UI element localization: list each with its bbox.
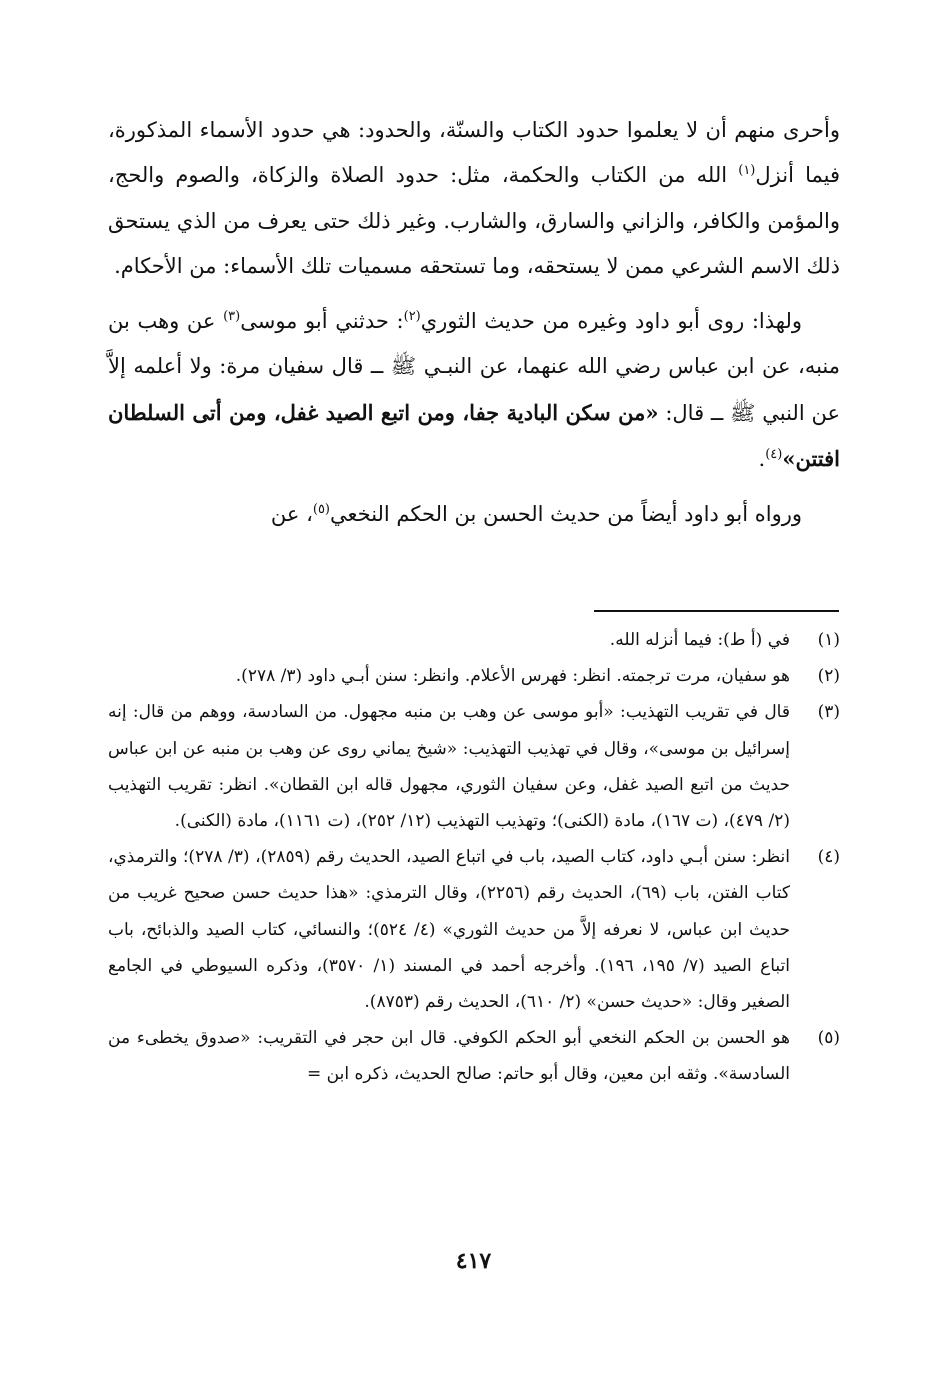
- footnote-text: هو الحسن بن الحكم النخعي أبو الحكم الكوفي. قال ابن حجر في التقريب: «صدوق يخطىء من السادسة». وثقه ابن معين، وقال أبو حاتم: صالح الحديث، ذكره ابن =: [108, 1028, 790, 1085]
- footnote-text: انظر: سنن أبـي داود، كتاب الصيد، باب في اتباع الصيد، الحديث رقم (٢٨٥٩)، (٣/ ٢٧٨)؛ والترمذي، كتاب الفتن، باب (٦٩)، الحديث رقم (٢٢٥٦)، وقال الترمذي: «هذا حديث حسن صحيح غريب من حديث ابن عباس، لا نعرفه إلاَّ من حديث الثوري» (٤/ ٥٢٤)؛ والنسائي، كتاب الصيد والذبائح، باب اتباع الصيد (٧/ ١٩٥، ١٩٦). وأخرجه أحمد في المسند (١/ ٣٥٧٠)، وذكره السيوطي في الجامع الصغير وقال: «حديث حسن» (٢/ ٦١٠)، الحديث رقم (٨٧٥٣).: [108, 847, 791, 1013]
- paragraph-3: [108, 492, 840, 537]
- paragraph-2-text-c: عن وهب بن منبه، عن ابن عباس رضي الله عنهما، عن النبـي ﷺ ــ قال سفيان مرة: ولا أعلمه إلاَّ عن النبي ﷺ ــ قال:: [108, 309, 840, 425]
- footnote-ref-4[interactable]: (٤): [765, 447, 783, 463]
- footnote-3: [108, 694, 840, 839]
- footnote-5: [108, 1020, 840, 1092]
- paragraph-3-text-a: ورواه أبو داود أيضاً من حديث الحسن بن الحكم النخعي: [330, 502, 802, 527]
- footnote-number: (٥): [817, 1028, 840, 1049]
- paragraph-2-text-a: ولهذا: روى أبو داود وغيره من حديث الثوري: [420, 309, 802, 334]
- footnote-number: (١): [817, 630, 840, 650]
- paragraph-1: [108, 108, 840, 289]
- main-text: [108, 108, 840, 538]
- footnote-ref-3[interactable]: (٣): [223, 309, 241, 325]
- hadith-quote: «من سكن البادية جفا، ومن اتبع الصيد غفل، ومن أتى السلطان افتتن»: [108, 399, 840, 472]
- footnote-text: قال في تقريب التهذيب: «أبو موسى عن وهب بن منبه مجهول. من السادسة، ووهم من قال: إنه إسرائيل بن موسى»، وقال في تهذيب التهذيب: «شيخ يماني روى عن وهب بن منبه عن ابن عباس حديث من اتبع الصيد غفل، وعن سفيان الثوري، مجهول قاله ابن القطان». انظر: تقريب التهذيب (٢/ ٤٧٩)، (ت ١٦٧)، مادة (الكنى)؛ وتهذيب التهذيب (١٢/ ٢٥٢)، (ت ١١٦١)، مادة (الكنى).: [108, 702, 790, 832]
- paragraph-1-text: وأحرى منهم أن لا يعلموا حدود الكتاب والسنّة، والحدود: هي حدود الأسماء المذكورة، فيما أنزل: [108, 118, 840, 188]
- paragraph-3-text-b: ، عن: [270, 502, 313, 527]
- paragraph-2-end: .: [758, 447, 766, 472]
- footnote-text: في (أ ط): فيما أنزله الله.: [609, 630, 790, 650]
- page-number: ٤١٧: [455, 1248, 492, 1274]
- footnotes: [108, 622, 840, 1093]
- footnote-ref-2[interactable]: (٢): [403, 309, 421, 325]
- paragraph-2: [108, 299, 840, 482]
- footnote-1: [108, 622, 840, 658]
- footnote-2: [108, 658, 840, 694]
- footnote-number: (٣): [817, 702, 840, 723]
- footnote-ref-1[interactable]: (١): [738, 163, 756, 179]
- footnote-ref-5[interactable]: (٥): [312, 502, 330, 518]
- footnote-text: هو سفيان، مرت ترجمته. انظر: فهرس الأعلام. وانظر: سنن أبـي داود (٣/ ٢٧٨).: [235, 666, 790, 687]
- footnote-4: [108, 839, 840, 1020]
- footnote-number: (٤): [817, 847, 840, 868]
- paragraph-2-text-b: : حدثني أبو موسى: [240, 309, 404, 334]
- footnote-number: (٢): [817, 666, 840, 687]
- paragraph-1-continuation: الله من الكتاب والحكمة، مثل: حدود الصلاة والزكاة، والصوم والحج، والمؤمن والكافر، والزاني والسارق، والشارب. وغير ذلك حتى يعرف من الذي يستحق ذلك الاسم الشرعي ممن لا يستحقه، وما تستحقه مسميات تلك الأسماء: من الأحكام.: [108, 163, 840, 278]
- footnote-separator: [594, 610, 839, 612]
